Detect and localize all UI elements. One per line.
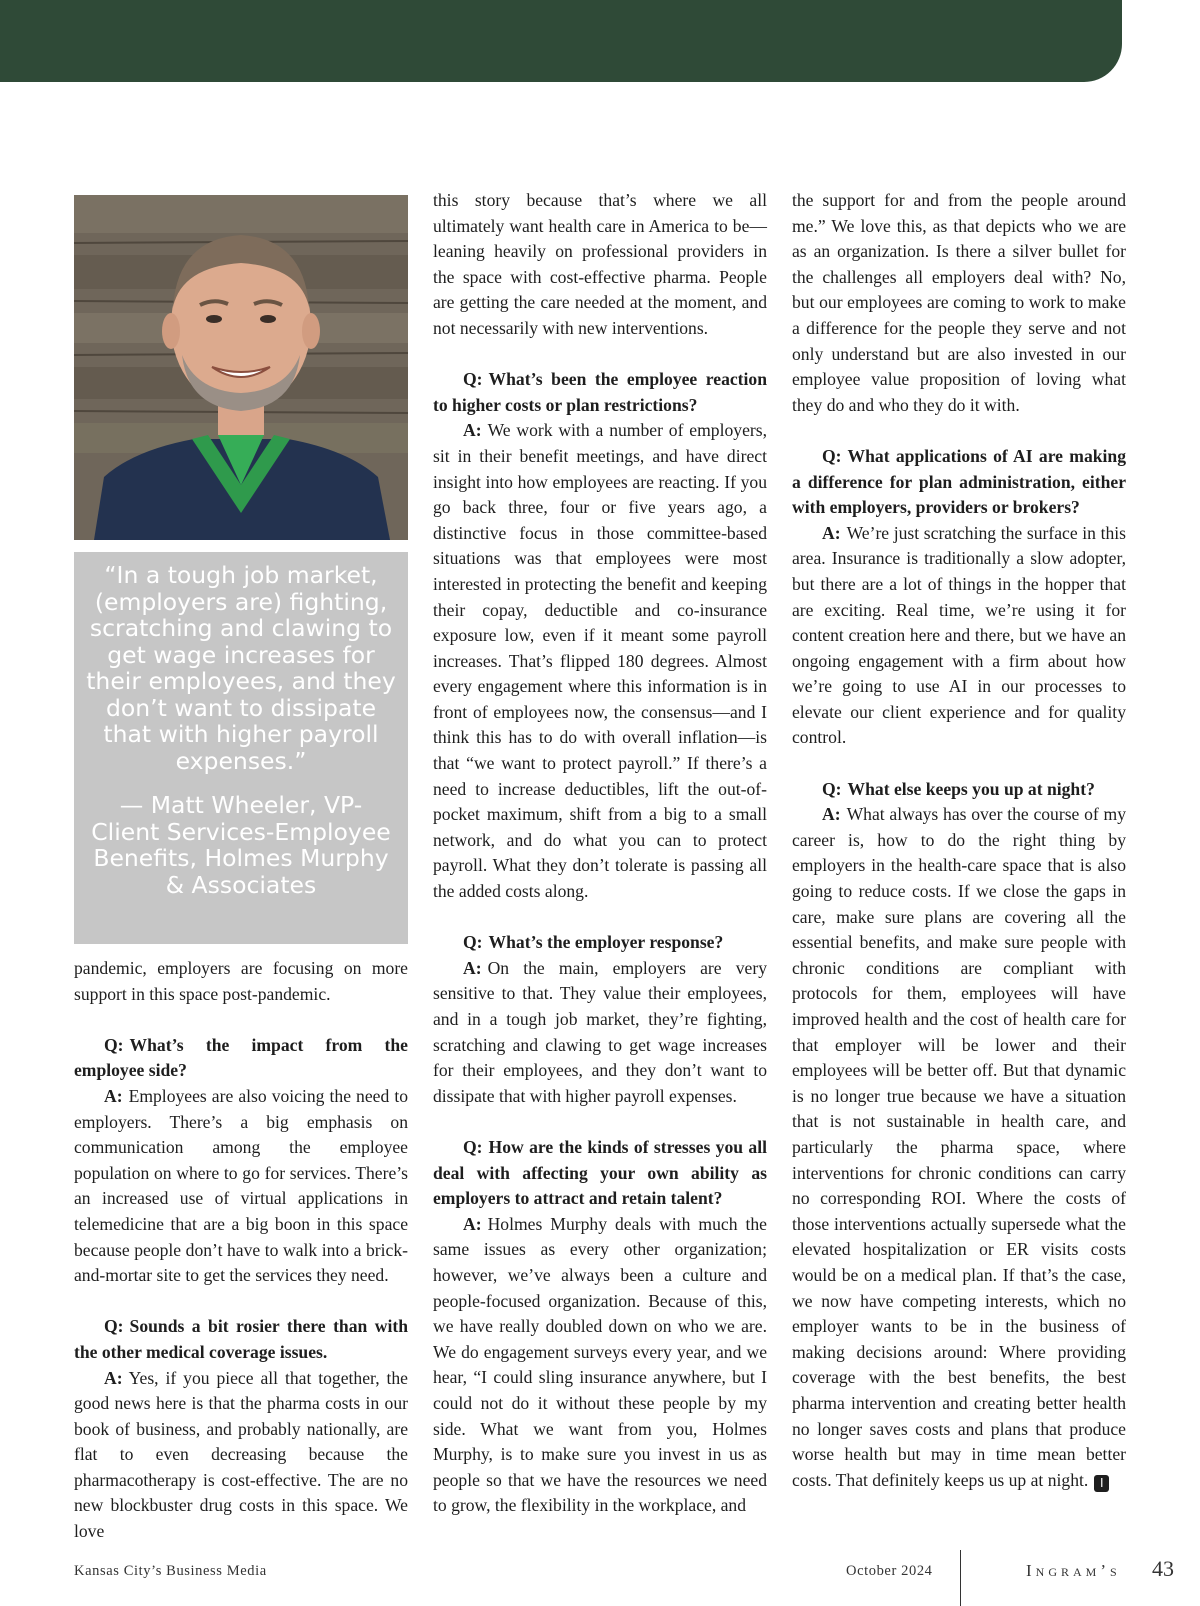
question (792, 444, 1126, 521)
footer-magazine-name: Ingram’s (1026, 1561, 1121, 1580)
answer (74, 1084, 408, 1289)
question-label: Q: (104, 1316, 124, 1337)
question (433, 367, 767, 418)
answer (74, 1366, 408, 1545)
page-number: 43 (1152, 1556, 1174, 1581)
question (792, 777, 1126, 803)
question-text: What’s been the employee reaction to higher costs or plan restrictions? (433, 369, 767, 415)
question (433, 930, 767, 956)
end-of-article-icon: I (1094, 1475, 1109, 1492)
footer-divider (960, 1550, 961, 1606)
answer (792, 802, 1126, 1493)
question (74, 1314, 408, 1365)
answer-label: A: (104, 1367, 123, 1388)
question-text: What applications of AI are making a difference for plan administration, either with employers, providers or brokers? (792, 445, 1126, 518)
footer-date: October 2024 (846, 1563, 933, 1579)
article-column-2 (433, 188, 767, 1519)
article-column-3 (792, 188, 1126, 1493)
portrait-photo (74, 195, 408, 540)
header-band (0, 0, 1122, 82)
answer (792, 521, 1126, 751)
answer (433, 956, 767, 1110)
question (74, 1033, 408, 1084)
question-label: Q: (822, 445, 842, 466)
answer-text: On the main, employers are very sensitive to that. They value their employees, and in a tough job market, they’re fighting, scratching and clawing to get wage increases for their employees, and they don’t want to dissipate that with higher payroll expenses. (433, 957, 767, 1106)
paragraph: this story because that’s where we all ultimately want health care in America to be—leaning heavily on professional providers in the space with cost-effective pharma. People are getting the care needed at the moment, and not necessarily with new interventions. (433, 190, 767, 338)
question (433, 1135, 767, 1212)
answer-text: We’re just scratching the surface in this area. Insurance is traditionally a slow adopter, but there are a lot of things in the hopper that are exciting. Real time, we’re using it for content creation here and there, but we have an ongoing engagement with a firm about how we’re going to use AI in our processes to elevate our client experience and for quality control. (792, 522, 1126, 748)
question-label: Q: (463, 1136, 483, 1157)
paragraph: the support for and from the people around me.” We love this, as that depicts who we are as an organization. Is there a silver bullet for the challenges all employers deal with? No, but our employees are coming to work to make a difference for the people they serve and not only understand but are also invested in our employee value proposition of loving what they do and who they do it with. (792, 190, 1126, 415)
answer-label: A: (104, 1085, 123, 1106)
answer-text: Holmes Murphy deals with much the same issues as every other organization; however, we’ve always been a culture and people-focused organization. Because of this, we have really doubled down on who we are. We do engagement surveys every year, and we hear, “I could sling insurance anywhere, but I could not do it without these people by my side. What we want from you, Holmes Murphy, is to make sure you invest in us as people so that we have the resources we need to grow, the flexibility in the workplace, and (433, 1213, 767, 1516)
question-text: What else keeps you up at night? (847, 778, 1095, 799)
article-column-1 (74, 956, 408, 1545)
question-label: Q: (104, 1034, 124, 1055)
answer-text: Employees are also voicing the need to employers. There’s a big emphasis on communication among the employee population on where to go for services. There’s an increased use of virtual applications in telemedicine that are a big boon in this space because people don’t have to walk into a brick-and-mortar site to get the services they need. (74, 1085, 408, 1286)
answer (433, 1212, 767, 1519)
question-text: How are the kinds of stresses you all deal with affecting your own ability as employers to attract and retain talent? (433, 1136, 767, 1209)
footer-publisher: Kansas City’s Business Media (74, 1563, 267, 1579)
question-text: Sounds a bit rosier there than with the other medical coverage issues. (74, 1316, 408, 1362)
pull-quote-attribution: — Matt Wheeler, VP-Client Services-Employee Benefits, Holmes Murphy & Associates (91, 791, 391, 899)
question-label: Q: (822, 778, 842, 799)
answer (433, 418, 767, 904)
question-label: Q: (463, 932, 483, 953)
answer-text: We work with a number of employers, sit in their benefit meetings, and have direct insight into how employees are reacting. If you go back three, four or five years ago, a distinctive focus in those committee-based situations was that employees were most interested in protecting the benefit and keeping their copay, deductible and co-insurance exposure low, even if it meant some payroll increases. That’s flipped 180 degrees. Almost every engagement where this information is in front of employees now, the consensus—and I think this has to do with overall inflation—is that “we want to protect payroll.” If there’s a need to increase deductibles, lift the out-of-pocket maximum, shift from a big to a small network, and do what you can to protect payroll. What they don’t tolerate is passing all the added costs along. (433, 420, 767, 902)
pull-quote-box (74, 552, 408, 944)
answer-label: A: (463, 957, 482, 978)
answer-text: Yes, if you piece all that together, the good news here is that the pharma costs in our book of business, and probably nationally, are flat to even decreasing because the pharmacotherapy is cost-effective. The are no new blockbuster drug costs in this space. We love (74, 1367, 408, 1542)
answer-label: A: (822, 522, 841, 543)
portrait-illustration (74, 195, 408, 540)
answer-text: What always has over the course of my career is, how to do the right thing by employers in the health-care space that is also going to reduce costs. If we close the gaps in care, make sure plans are covering all the essential benefits, and make sure people with chronic conditions are compliant with protocols for them, employees will have improved health and the cost of health care for that employer will be lower and their employees will be better off. But that dynamic is no longer true because we have a situation that is not sustainable in health care, and particularly the pharma space, where interventions for chronic conditions can carry no corresponding ROI. Where the costs of those interventions actually supersede what the elevated hospitalization or ER visits costs would be on a medical plan. If that’s the case, we now have competing interests, which no employer wants to be in the business of making decisions around: Where providing coverage with the best benefits, the best pharma intervention and creating better health no longer saves costs and plans that produce worse health but may in time mean better costs. That definitely keeps us up at night. (792, 804, 1126, 1490)
answer-label: A: (463, 420, 482, 441)
question-text: What’s the impact from the employee side? (74, 1034, 408, 1081)
question-text: What’s the employer response? (488, 932, 724, 953)
paragraph: pandemic, employers are focusing on more support in this space post-pandemic. (74, 958, 408, 1004)
pull-quote-text: “In a tough job market, (employers are) fighting, scratching and clawing to get wage increases for their employees, and they don’t want to dissipate that with higher payroll expenses.” (86, 561, 396, 775)
question-label: Q: (463, 369, 483, 390)
answer-label: A: (463, 1213, 482, 1234)
answer-label: A: (822, 804, 841, 825)
